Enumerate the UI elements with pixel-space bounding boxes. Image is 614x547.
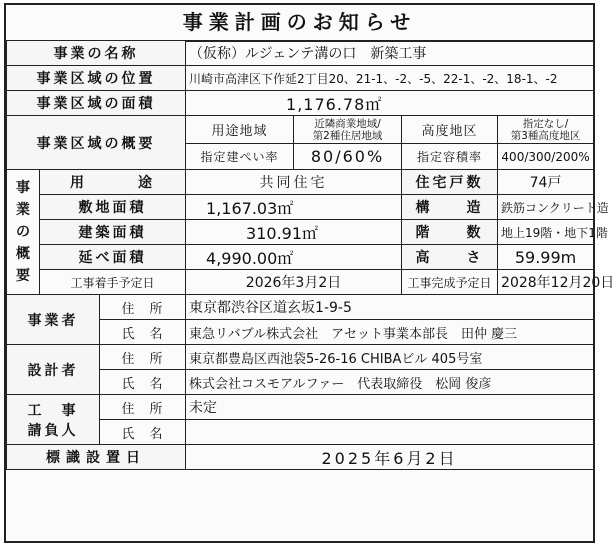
contractor-label	[7, 395, 100, 445]
overview-label: 事業区域の概要	[7, 116, 186, 170]
end-date-value: 2028年12月20日	[498, 270, 594, 295]
start-date-label: 工事着手予定日	[40, 270, 186, 295]
operator-address-value: 東京都渋谷区道玄坂1-9-5	[186, 295, 594, 320]
contractor-name-value	[186, 420, 594, 445]
units-value: 74戸	[498, 170, 594, 195]
height-value: 59.99m	[498, 245, 594, 270]
zone-label: 用途地域	[186, 116, 294, 144]
total-area-value: 4,990.00㎡	[186, 245, 402, 270]
building-area-label: 建築面積	[40, 220, 186, 245]
use-label: 用 途	[40, 170, 186, 195]
start-date-value: 2026年3月2日	[186, 270, 402, 295]
height-district-label: 高度地区	[402, 116, 498, 144]
row-name	[7, 41, 594, 66]
project-info-table	[6, 40, 614, 470]
height-label: 高 さ	[402, 245, 498, 270]
structure-value: 鉄筋コンクリート造	[498, 195, 594, 220]
name-label: 事業の名称	[7, 41, 186, 66]
far-label: 指定容積率	[402, 144, 498, 170]
operator-name-label: 氏 名	[100, 320, 186, 345]
vertical-char: 概	[16, 246, 30, 262]
bcr-label: 指定建ぺい率	[186, 144, 294, 170]
row-operator-address	[7, 295, 594, 320]
units-label: 住宅戸数	[402, 170, 498, 195]
designer-name-value: 株式会社コスモアルファー 代表取締役 松岡 俊彦	[186, 370, 594, 395]
zone-value-line2: 第2種住居地域	[312, 129, 383, 142]
zone-value-line1: 近隣商業地域/	[314, 117, 381, 130]
area-value: 1,176.78㎡	[186, 91, 594, 116]
vertical-char: 事	[16, 180, 30, 196]
vertical-char: 要	[16, 268, 30, 284]
row-location	[7, 66, 594, 91]
height-district-line1: 指定なし/	[522, 117, 569, 130]
contractor-label-line1: 工 事	[27, 402, 79, 419]
row-posted-date	[7, 445, 594, 470]
bcr-value: 80/60%	[294, 144, 402, 170]
name-value: （仮称）ルジェンテ溝の口 新築工事	[186, 41, 594, 66]
designer-address-value: 東京都豊島区西池袋5-26-16 CHIBAビル 405号室	[186, 345, 594, 370]
site-area-label: 敷地面積	[40, 195, 186, 220]
operator-name-value: 東急リバブル株式会社 アセット事業本部長 田仲 慶三	[186, 320, 594, 345]
row-total	[7, 245, 594, 270]
end-date-label: 工事完成予定日	[402, 270, 498, 295]
operator-address-label: 住 所	[100, 295, 186, 320]
row-overview-1	[7, 116, 594, 144]
zone-value	[294, 116, 402, 144]
row-use	[7, 170, 594, 195]
designer-label: 設計者	[7, 345, 100, 395]
contractor-label-line2: 請負人	[27, 422, 79, 439]
floors-label: 階 数	[402, 220, 498, 245]
posted-label: 標識設置日	[7, 445, 186, 470]
area-label: 事業区域の面積	[7, 91, 186, 116]
row-designer-address	[7, 345, 594, 370]
location-label: 事業区域の位置	[7, 66, 186, 91]
designer-name-label: 氏 名	[100, 370, 186, 395]
location-value: 川崎市高津区下作延2丁目20、21-1、-2、-5、22-1、-2、18-1、-2	[186, 66, 594, 91]
vertical-char: 業	[16, 202, 30, 218]
posted-value: 2025年6月2日	[186, 445, 594, 470]
notice-title: 事業計画のお知らせ	[6, 5, 593, 42]
contractor-address-label: 住 所	[100, 395, 186, 420]
row-area	[7, 91, 594, 116]
row-contractor-address	[7, 395, 594, 420]
total-area-label: 延べ面積	[40, 245, 186, 270]
row-schedule	[7, 270, 594, 295]
floors-value: 地上19階・地下1階	[498, 220, 594, 245]
structure-label: 構 造	[402, 195, 498, 220]
height-district-value	[498, 116, 594, 144]
vertical-char: の	[16, 224, 30, 240]
project-vertical-label	[7, 170, 40, 295]
row-building	[7, 220, 594, 245]
site-area-value: 1,167.03㎡	[186, 195, 402, 220]
far-value: 400/300/200%	[498, 144, 594, 170]
height-district-line2: 第3種高度地区	[510, 129, 581, 142]
use-value: 共同住宅	[186, 170, 402, 195]
contractor-address-value: 未定	[186, 395, 594, 420]
designer-address-label: 住 所	[100, 345, 186, 370]
operator-label: 事業者	[7, 295, 100, 345]
contractor-name-label: 氏 名	[100, 420, 186, 445]
building-area-value: 310.91㎡	[186, 220, 402, 245]
notice-board	[4, 3, 614, 543]
row-site	[7, 195, 594, 220]
